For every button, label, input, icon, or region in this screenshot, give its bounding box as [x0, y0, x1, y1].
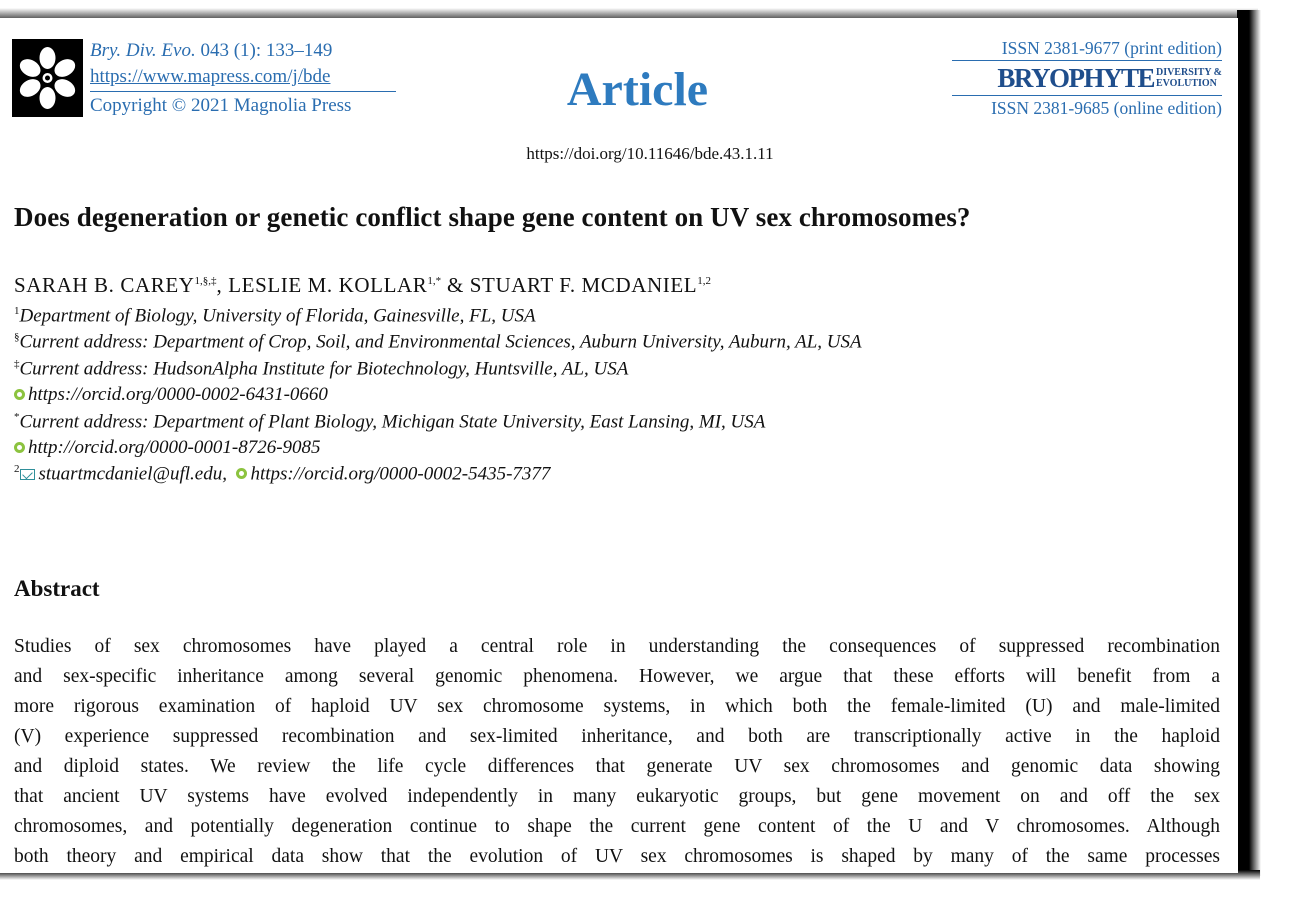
- brand-name: BRYOPHYTE: [997, 63, 1154, 93]
- affiliation-2-text: Current address: Department of Crop, Soil, and Environmental Sciences, Auburn University, Auburn, AL, USA: [19, 331, 862, 353]
- flower-logo-icon: [12, 39, 83, 117]
- orcid-icon: [14, 442, 25, 453]
- journal-volume-line: [90, 38, 396, 64]
- author-3: STUART F. MCDANIEL: [469, 273, 698, 297]
- orcid-3-link[interactable]: https://orcid.org/0000-0002-5435-7377: [250, 463, 551, 485]
- author-separator-2: &: [441, 273, 470, 297]
- issn-print: ISSN 2381-9677 (print edition): [1001, 38, 1222, 58]
- affiliation-4: [14, 411, 765, 433]
- journal-abbrev: Bry. Div. Evo.: [90, 40, 196, 61]
- orcid-icon: [14, 389, 25, 400]
- mail-icon: [20, 469, 35, 480]
- abstract-line: (V) experience suppressed recombination and sex-limited inheritance, and both are transcriptionally active in the haploid: [14, 726, 1220, 747]
- affiliation-3: [14, 358, 628, 380]
- orcid-1-link[interactable]: https://orcid.org/0000-0002-6431-0660: [28, 384, 328, 405]
- issn-block: [952, 36, 1222, 120]
- abstract-line: that ancient UV systems have evolved independently in many eukaryotic groups, but gene movement on and off the sex: [14, 786, 1220, 807]
- orcid-2-link[interactable]: http://orcid.org/0000-0001-8726-9085: [28, 437, 321, 458]
- affiliation-3-text: Current address: HudsonAlpha Institute for Biotechnology, Huntsville, AL, USA: [19, 358, 629, 380]
- abstract-body: [14, 632, 1220, 872]
- abstract-line: and diploid states. We review the life cycle differences that generate UV sex chromosomes and genomic data showing: [14, 756, 1220, 777]
- page-shadow-right: [1237, 10, 1261, 876]
- author-separator-1: ,: [216, 273, 229, 297]
- doi-link[interactable]: https://doi.org/10.11646/bde.43.1.11: [526, 144, 774, 163]
- orcid-1: [14, 384, 328, 406]
- affiliation-2: [14, 331, 862, 353]
- abstract-heading: Abstract: [14, 576, 100, 601]
- author-3-sup: 1,2: [697, 275, 711, 287]
- journal-url-link[interactable]: https://www.mapress.com/j/bde: [90, 66, 331, 87]
- journal-divider: [90, 91, 396, 92]
- article-title: Does degeneration or genetic conflict shape gene content on UV sex chromosomes?: [14, 202, 971, 232]
- contact-email-link[interactable]: stuartmcdaniel@ufl.edu,: [38, 463, 227, 485]
- abstract-line: more rigorous examination of haploid UV sex chromosome systems, in which both the female-limited (U) and male-limited: [14, 696, 1220, 717]
- affiliation-4-text: Current address: Department of Plant Biology, Michigan State University, East Lansing, MI, USA: [19, 411, 766, 433]
- abstract-line: chromosomes, and potentially degeneration continue to shape the current gene content of the U and V chromosomes. Although: [14, 816, 1220, 837]
- volume-pages: 043 (1): 133–149: [200, 40, 333, 61]
- magnolia-press-logo: [12, 39, 83, 117]
- brand-small-1: DIVERSITY &: [1155, 67, 1222, 78]
- contact-line: [14, 463, 550, 485]
- copyright-line: Copyright © 2021 Magnolia Press: [90, 95, 352, 116]
- author-2: LESLIE M. KOLLAR: [228, 273, 428, 297]
- journal-citation-block: [90, 38, 396, 119]
- affiliation-2-sup: §: [14, 331, 20, 343]
- author-1-sup: 1,§,‡: [194, 275, 217, 287]
- author-2-sup: 1,*: [427, 275, 442, 287]
- affiliation-1-sup: 1: [14, 305, 20, 317]
- brand-small-2: EVOLUTION: [1155, 78, 1217, 89]
- brand-subtitle: [1156, 67, 1222, 89]
- affiliation-1-text: Department of Biology, University of Florida, Gainesville, FL, USA: [19, 305, 536, 327]
- abstract-line: both theory and empirical data show that the evolution of UV sex chromosomes is shaped by many of the same processes: [14, 846, 1220, 867]
- orcid-2: [14, 437, 321, 459]
- article-page: [0, 18, 1238, 873]
- affiliation-4-sup: *: [14, 411, 20, 423]
- author-1: SARAH B. CAREY: [14, 273, 195, 297]
- bryophyte-brand-logo: [952, 61, 1222, 95]
- article-type-label: Article: [566, 63, 709, 116]
- orcid-icon: [236, 468, 247, 479]
- affiliation-3-sup: ‡: [14, 358, 20, 370]
- issn-online: ISSN 2381-9685 (online edition): [991, 98, 1222, 118]
- author-list: [14, 273, 711, 298]
- contact-sup: 2: [14, 463, 20, 475]
- abstract-line: and sex-specific inheritance among several genomic phenomena. However, we argue that these efforts will benefit from a: [14, 666, 1220, 687]
- abstract-line: Studies of sex chromosomes have played a central role in understanding the consequences of suppressed recombination: [14, 636, 1220, 657]
- affiliation-1: [14, 305, 536, 327]
